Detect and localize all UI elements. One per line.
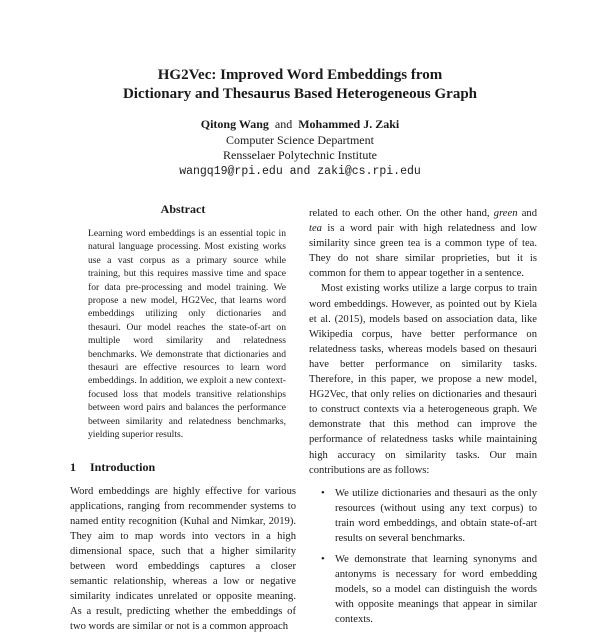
title-line-2: Dictionary and Thesaurus Based Heterogeneous Graph (0, 85, 600, 104)
author-department: Computer Science Department (0, 133, 600, 149)
contribution-text: We utilize dictionaries and thesauri as the only resources (without using any text corpus) to train word embeddings, and obtain state-of-art results on several benchmarks. (335, 488, 537, 544)
bullet-icon: • (321, 486, 325, 501)
right-para1-part-c: is a word pair with high relatedness and low similarity since green tea is a common type of tea. They do not share similar proprieties, but it is common for them to appear together in a sentence. (309, 223, 537, 279)
author-institution: Rensselaer Polytechnic Institute (0, 148, 600, 164)
right-column (309, 206, 537, 634)
section-number: 1 (70, 460, 90, 475)
paper-title (0, 66, 600, 104)
email-2: zaki@cs.rpi.edu (317, 165, 421, 178)
introduction-paragraph-1: Word embeddings are highly effective for various applications, ranging from recommender systems to named entity recognition (Kuhal and Nimkar, 2019). They aim to map words into vectors in a high dimensional space, such that a higher similarity between word embeddings captures a closer semantic relationship, whereas a low or negative similarity indicates unrelated or opposite meaning. As a result, predicting whether the embeddings of two words are similar or not is a common approach (70, 484, 296, 634)
author-2: Mohammed J. Zaki (298, 117, 399, 131)
email-1: wangq19@rpi.edu (179, 165, 283, 178)
email-and: and (290, 165, 311, 178)
contributions-list (309, 486, 537, 628)
contribution-text: We demonstrate that learning synonyms and antonyms is necessary for word embedding models, so a model can distinguish the words with opposite meanings that appear in similar contexts. (335, 554, 537, 625)
contribution-item (321, 486, 537, 546)
right-para1-part-b: and (518, 208, 538, 219)
section-title: Introduction (90, 460, 155, 474)
author-names (0, 117, 600, 133)
abstract-heading: Abstract (70, 202, 296, 217)
title-line-1: HG2Vec: Improved Word Embeddings from (0, 66, 600, 85)
right-para1-part-a: related to each other. On the other hand, (309, 208, 494, 219)
left-column (70, 202, 296, 634)
contribution-item (321, 552, 537, 627)
bullet-icon: • (321, 552, 325, 567)
right-paragraph-1 (309, 206, 537, 281)
author-1: Qitong Wang (201, 117, 269, 131)
abstract-text: Learning word embeddings is an essential topic in natural language processing. Most existing works use a vast corpus as a primary source while training, but this requires massive time and space for data pre-processing and model training. We propose a new model, HG2Vec, that learns word embeddings utilizing only dictionaries and thesauri. Our model reaches the state-of-art on multiple word similarity and relatedness benchmarks. We demonstrate that dictionaries and thesauri are effective resources to learn word embeddings. In addition, we exploit a new context-focused loss that models transitive relationships between word pairs and balances the performance between similarity and relatedness benchmarks, yielding superior results. (88, 227, 286, 442)
section-heading-introduction (70, 460, 296, 475)
author-emails (0, 164, 600, 180)
author-block (0, 117, 600, 179)
right-paragraph-2: Most existing works utilize a large corpus to train word embeddings. However, as pointed out by Kiela et al. (2015), models based on association data, like Wikipedia corpus, have better performance on relatedness tasks, whereas models based on thesauri have better performance on similarity tasks. Therefore, in this paper, we propose a new model, HG2Vec, that only relies on dictionaries and thesauri to construct contexts via a heterogeneous graph. We demonstrate that this method can improve the performance of relatedness tasks while maintaining high accuracy on similarity tasks. Our main contributions are as follows: (309, 281, 537, 477)
word-tea: tea (309, 223, 322, 234)
word-green: green (494, 208, 518, 219)
author-and: and (275, 117, 292, 131)
